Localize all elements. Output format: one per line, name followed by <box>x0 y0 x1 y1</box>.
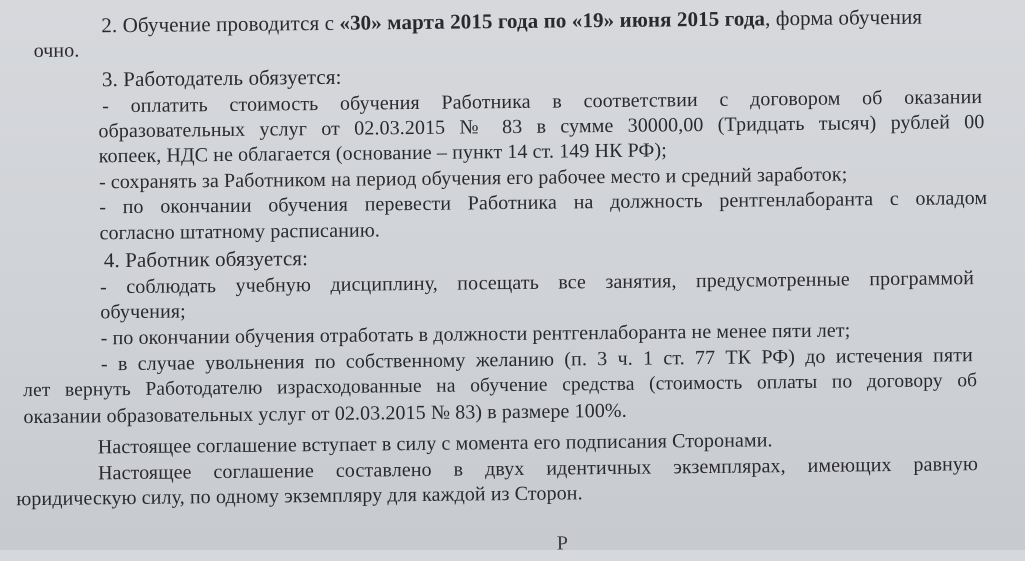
clause-3-line-5: - по окончании обучения перевести Работника на должность рентгенлаборанта с окладом <box>99 187 988 219</box>
clause-4-line-3: - по окончании обучения отработать в должности рентгенлаборанта не менее пяти лет; <box>100 319 851 350</box>
clause-4-line-1: - соблюдать учебную дисциплину, посещать все занятия, предусмотренные программой <box>99 267 975 299</box>
clause-4-heading: 4. Работник обязуется: <box>103 246 309 273</box>
final-line-3: юридическую силу, по одному экземпляру для каждой из Сторон. <box>16 482 583 511</box>
cut-off-heading-fragment: Р <box>556 532 571 555</box>
training-end-date: «19» июня 2015 года <box>571 6 766 33</box>
clause-4-line-4: - в случае увольнения по собственному желанию (п. 3 ч. 1 ст. 77 ТК РФ) до истечения пяти <box>100 344 973 376</box>
training-start-date: «30» марта 2015 года <box>339 8 539 35</box>
clause-3-line-6: согласно штатному расписанию. <box>99 219 381 245</box>
final-line-1: Настоящее соглашение вступает в силу с момента его подписания Сторонами. <box>97 429 773 459</box>
clause-2-line <box>101 5 922 38</box>
clause-3-line-3: копеек, НДС не облагается (основание – пункт 14 ст. 149 НК РФ); <box>98 139 667 168</box>
clause-4-line-2: обучения; <box>100 300 186 324</box>
clause-2-continuation: очно. <box>33 39 80 63</box>
clause-2-connector: по <box>538 8 572 33</box>
clause-2-form: , форма обучения <box>764 4 923 31</box>
clause-2-text: 2. Обучение проводится с <box>101 10 340 38</box>
clause-3-line-2: образовательных услуг от 02.03.2015 № 83 в сумме 30000,00 (Тридцать тысяч) рублей 00 <box>98 111 985 143</box>
clause-3-heading: 3. Работодатель обязуется: <box>101 64 342 92</box>
final-line-2: Настоящее соглашение составлено в двух идентичных экземплярах, имеющих равную <box>97 453 979 485</box>
clause-4-line-5: лет вернуть Работодателю израсходованные на обучение средства (стоимость оплаты по договору об <box>23 370 978 402</box>
clause-4-line-6: оказании образовательных услуг от 02.03.2015 № 83) в размере 100%. <box>23 399 627 429</box>
clause-3-line-1: - оплатить стоимость обучения Работника в соответствии с договором об оказании <box>102 86 983 118</box>
clause-3-line-4: - сохранять за Работником на период обучения его рабочее место и средний заработок; <box>98 163 848 194</box>
